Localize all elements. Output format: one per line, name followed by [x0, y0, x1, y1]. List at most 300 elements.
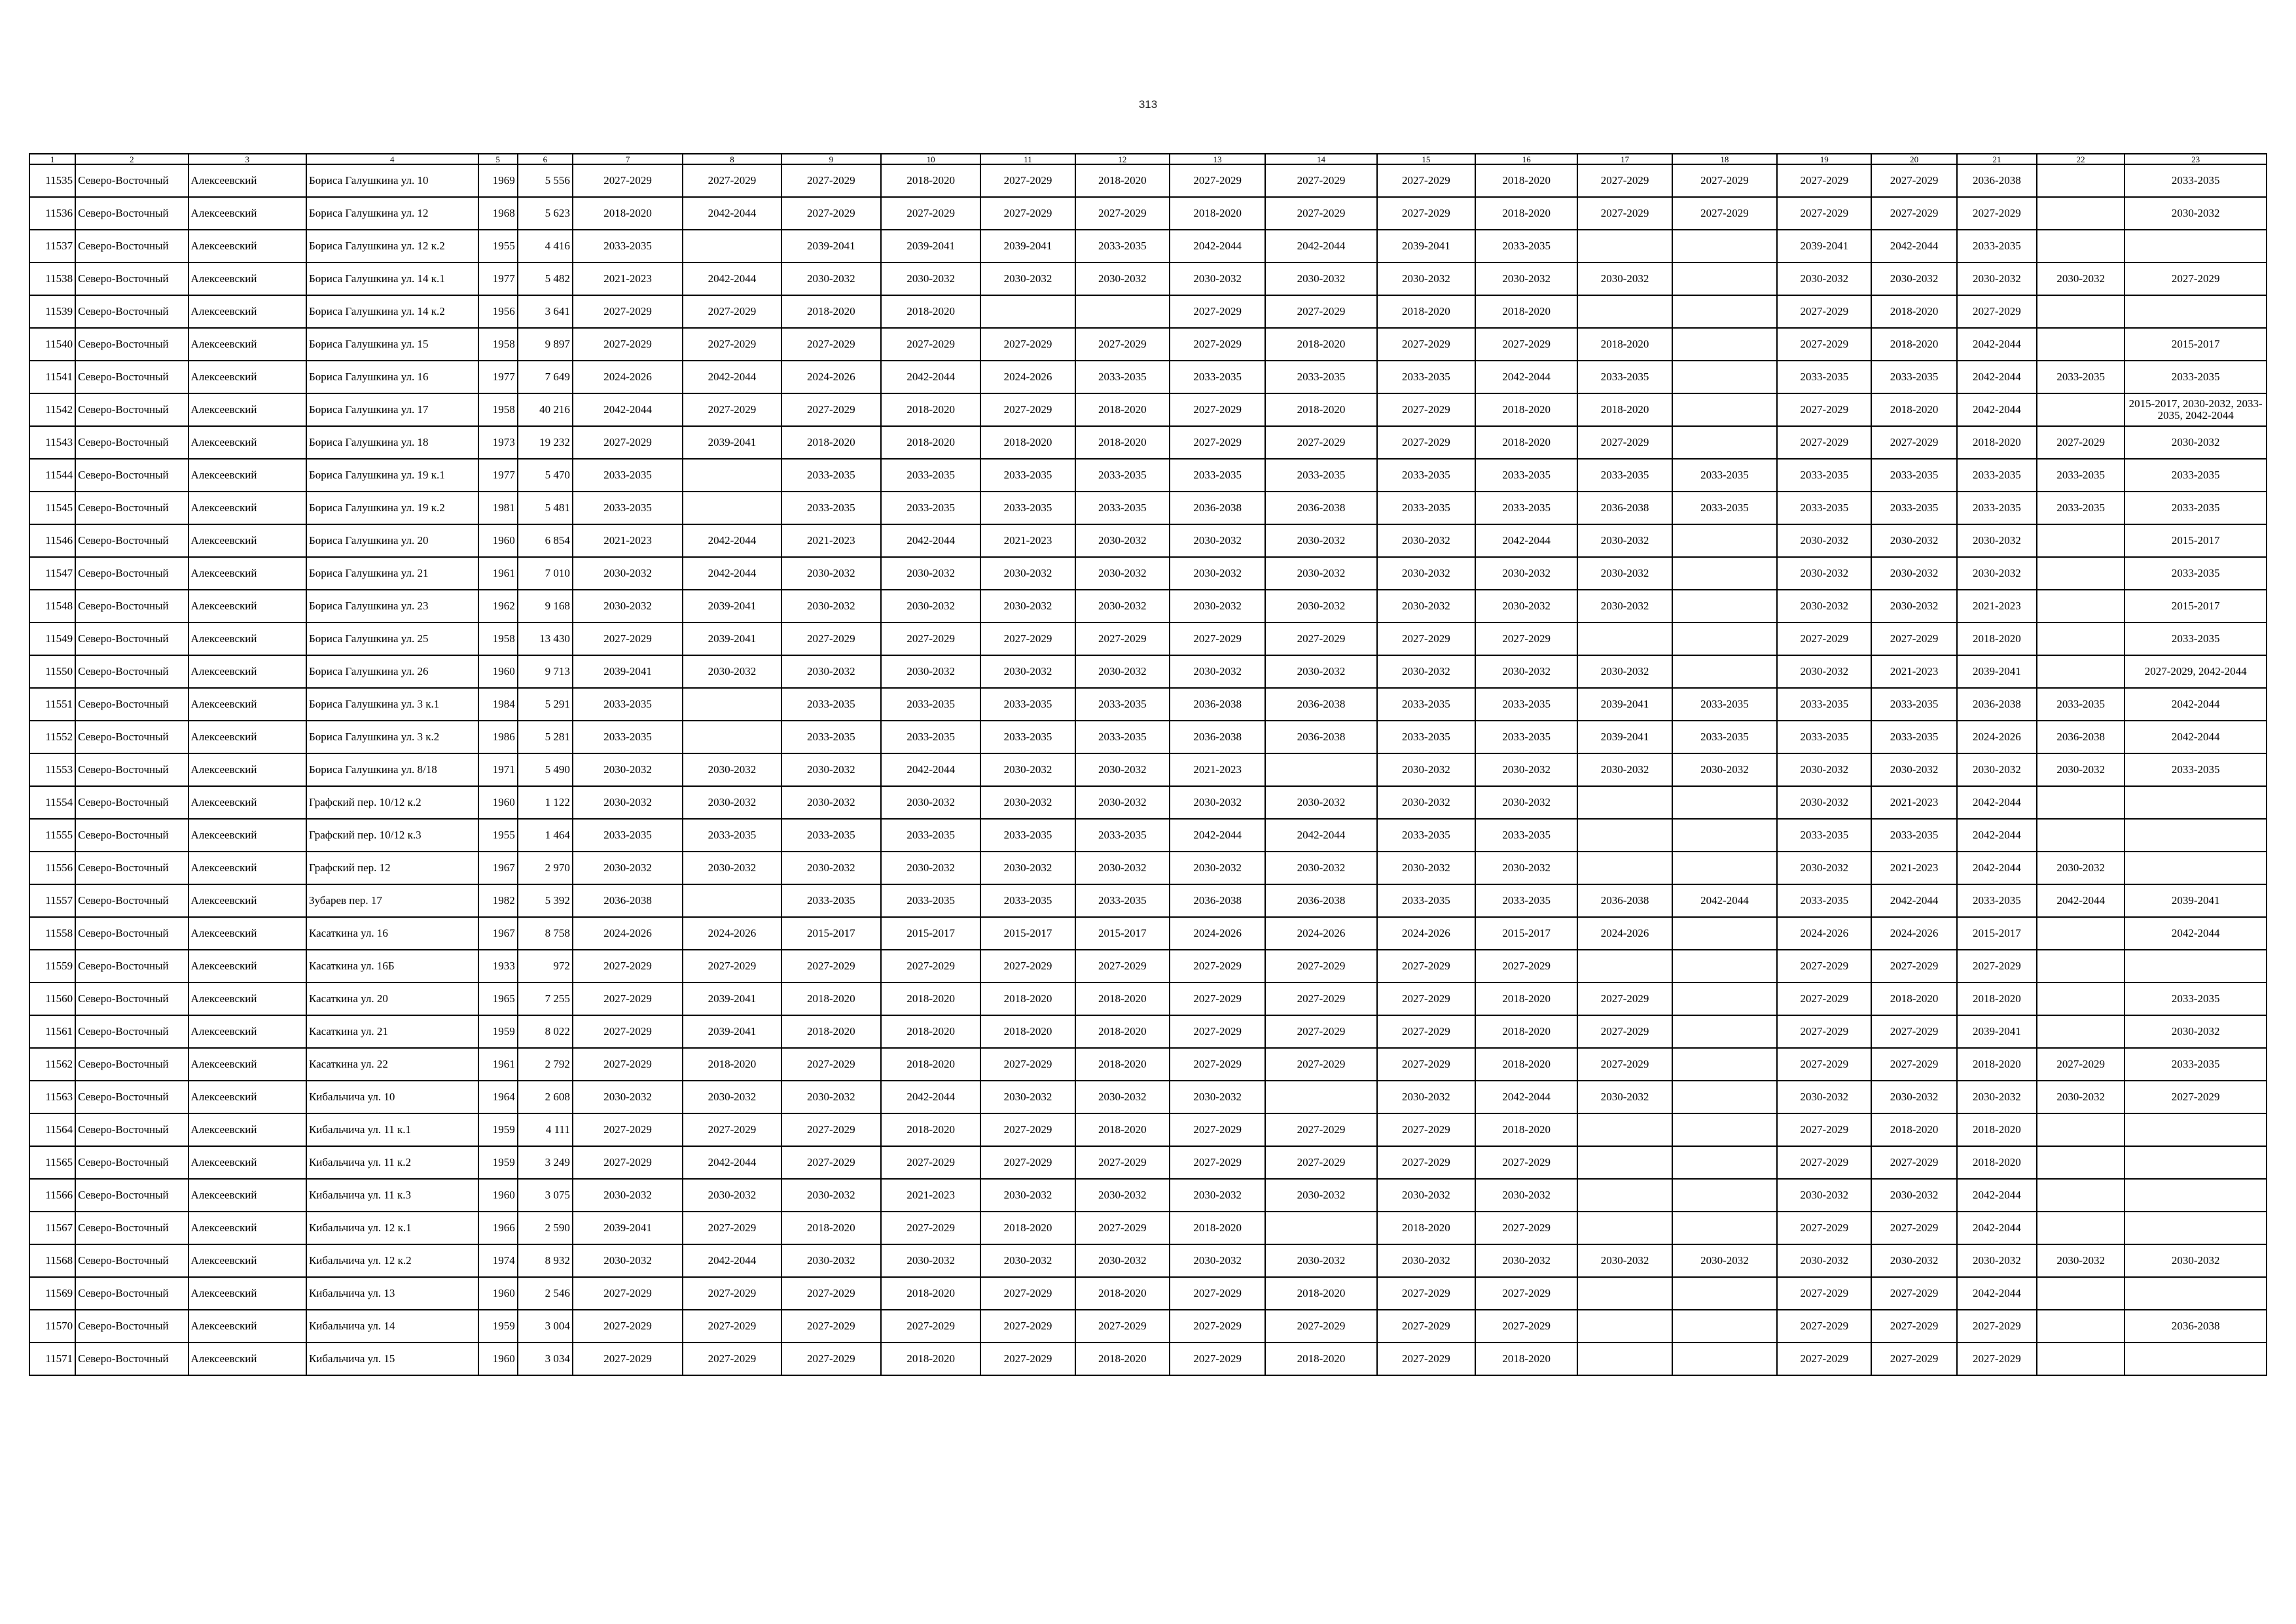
table-cell-col-2: Северо-Восточный [75, 786, 188, 819]
table-cell-col-1: 11550 [29, 655, 75, 688]
table-cell-col-22 [2037, 1113, 2125, 1146]
table-cell-col-14 [1265, 753, 1376, 786]
table-cell-col-6: 1 464 [518, 819, 573, 852]
table-cell-col-13: 2027-2029 [1170, 295, 1265, 328]
table-cell-col-4: Кибальчича ул. 15 [306, 1343, 478, 1375]
table-cell-col-16: 2027-2029 [1475, 1310, 1577, 1343]
table-cell-col-13: 2033-2035 [1170, 361, 1265, 393]
table-cell-col-3: Алексеевский [188, 1015, 306, 1048]
table-cell-col-8: 2027-2029 [683, 164, 781, 197]
table-row [29, 393, 2267, 426]
table-cell-col-7: 2027-2029 [573, 164, 683, 197]
table-cell-col-15: 2027-2029 [1377, 983, 1475, 1015]
table-cell-col-20: 2030-2032 [1871, 262, 1956, 295]
table-row [29, 492, 2267, 524]
table-cell-col-12: 2030-2032 [1075, 753, 1170, 786]
table-cell-col-4: Бориса Галушкина ул. 12 к.2 [306, 230, 478, 262]
table-cell-col-16: 2027-2029 [1475, 328, 1577, 361]
table-cell-col-3: Алексеевский [188, 786, 306, 819]
table-cell-col-5: 1958 [478, 393, 518, 426]
table-cell-col-1: 11537 [29, 230, 75, 262]
table-cell-col-11: 2030-2032 [980, 655, 1075, 688]
table-cell-col-14: 2030-2032 [1265, 655, 1376, 688]
table-cell-col-8 [683, 230, 781, 262]
table-cell-col-16: 2033-2035 [1475, 688, 1577, 721]
column-number-cell: 22 [2037, 154, 2125, 164]
table-cell-col-20: 2021-2023 [1871, 852, 1956, 884]
table-cell-col-3: Алексеевский [188, 983, 306, 1015]
column-number-cell: 19 [1777, 154, 1871, 164]
column-number-cell: 17 [1577, 154, 1672, 164]
table-cell-col-13: 2027-2029 [1170, 1015, 1265, 1048]
table-cell-col-12: 2015-2017 [1075, 917, 1170, 950]
table-cell-col-7: 2030-2032 [573, 753, 683, 786]
table-cell-col-15: 2039-2041 [1377, 230, 1475, 262]
table-cell-col-4: Бориса Галушкина ул. 8/18 [306, 753, 478, 786]
table-cell-col-13: 2042-2044 [1170, 819, 1265, 852]
table-cell-col-9: 2030-2032 [781, 1081, 881, 1113]
table-cell-col-16: 2018-2020 [1475, 426, 1577, 459]
table-cell-col-8: 2030-2032 [683, 753, 781, 786]
table-cell-col-20: 2042-2044 [1871, 230, 1956, 262]
table-cell-col-1: 11543 [29, 426, 75, 459]
table-cell-col-22 [2037, 950, 2125, 983]
table-cell-col-10: 2018-2020 [881, 1048, 980, 1081]
table-cell-col-3: Алексеевский [188, 623, 306, 655]
table-cell-col-21: 2033-2035 [1957, 230, 2037, 262]
table-cell-col-5: 1959 [478, 1146, 518, 1179]
table-cell-col-6: 5 291 [518, 688, 573, 721]
table-cell-col-5: 1960 [478, 1277, 518, 1310]
table-cell-col-9: 2027-2029 [781, 950, 881, 983]
table-cell-col-20: 2027-2029 [1871, 197, 1956, 230]
table-cell-col-1: 11558 [29, 917, 75, 950]
table-cell-col-8: 2030-2032 [683, 655, 781, 688]
table-cell-col-14: 2027-2029 [1265, 1146, 1376, 1179]
table-cell-col-23: 2033-2035 [2125, 164, 2267, 197]
table-cell-col-13: 2027-2029 [1170, 1343, 1265, 1375]
table-cell-col-18: 2030-2032 [1672, 753, 1777, 786]
table-cell-col-9: 2027-2029 [781, 164, 881, 197]
table-cell-col-6: 2 792 [518, 1048, 573, 1081]
table-cell-col-22 [2037, 590, 2125, 623]
table-row [29, 262, 2267, 295]
table-cell-col-13: 2018-2020 [1170, 197, 1265, 230]
table-cell-col-22 [2037, 1179, 2125, 1212]
table-cell-col-19: 2027-2029 [1777, 983, 1871, 1015]
table-cell-col-10: 2027-2029 [881, 1146, 980, 1179]
table-cell-col-6: 972 [518, 950, 573, 983]
table-cell-col-4: Графский пер. 12 [306, 852, 478, 884]
table-cell-col-23 [2125, 1179, 2267, 1212]
table-cell-col-18 [1672, 1048, 1777, 1081]
table-cell-col-4: Кибальчича ул. 11 к.2 [306, 1146, 478, 1179]
table-cell-col-11: 2018-2020 [980, 426, 1075, 459]
table-cell-col-12: 2030-2032 [1075, 1244, 1170, 1277]
table-cell-col-10: 2042-2044 [881, 1081, 980, 1113]
table-cell-col-10: 2027-2029 [881, 1212, 980, 1244]
table-cell-col-21: 2039-2041 [1957, 1015, 2037, 1048]
table-cell-col-11: 2027-2029 [980, 1048, 1075, 1081]
table-cell-col-5: 1933 [478, 950, 518, 983]
table-cell-col-4: Бориса Галушкина ул. 23 [306, 590, 478, 623]
table-cell-col-23 [2125, 950, 2267, 983]
table-cell-col-15: 2027-2029 [1377, 164, 1475, 197]
table-cell-col-2: Северо-Восточный [75, 1081, 188, 1113]
main-table [29, 153, 2267, 1376]
table-cell-col-20: 2027-2029 [1871, 1310, 1956, 1343]
table-cell-col-1: 11564 [29, 1113, 75, 1146]
table-cell-col-11: 2027-2029 [980, 1310, 1075, 1343]
table-cell-col-7: 2027-2029 [573, 1310, 683, 1343]
table-cell-col-9: 2030-2032 [781, 655, 881, 688]
table-cell-col-14: 2027-2029 [1265, 983, 1376, 1015]
table-row [29, 753, 2267, 786]
table-cell-col-20: 2033-2035 [1871, 459, 1956, 492]
table-cell-col-19: 2027-2029 [1777, 1048, 1871, 1081]
table-cell-col-3: Алексеевский [188, 1277, 306, 1310]
table-cell-col-3: Алексеевский [188, 1179, 306, 1212]
table-cell-col-18 [1672, 1277, 1777, 1310]
table-cell-col-18 [1672, 393, 1777, 426]
table-cell-col-3: Алексеевский [188, 721, 306, 753]
table-cell-col-6: 3 075 [518, 1179, 573, 1212]
table-cell-col-3: Алексеевский [188, 328, 306, 361]
table-cell-col-12: 2018-2020 [1075, 393, 1170, 426]
table-cell-col-10: 2018-2020 [881, 1015, 980, 1048]
table-cell-col-13: 2036-2038 [1170, 492, 1265, 524]
table-cell-col-12: 2018-2020 [1075, 1113, 1170, 1146]
table-cell-col-19: 2039-2041 [1777, 230, 1871, 262]
table-cell-col-17: 2030-2032 [1577, 590, 1672, 623]
table-cell-col-18: 2027-2029 [1672, 164, 1777, 197]
column-number-cell: 2 [75, 154, 188, 164]
table-cell-col-5: 1960 [478, 655, 518, 688]
table-cell-col-9: 2018-2020 [781, 1015, 881, 1048]
table-cell-col-21: 2039-2041 [1957, 655, 2037, 688]
table-cell-col-6: 5 623 [518, 197, 573, 230]
table-cell-col-21: 2024-2026 [1957, 721, 2037, 753]
table-row [29, 524, 2267, 557]
table-cell-col-11: 2033-2035 [980, 884, 1075, 917]
table-row [29, 950, 2267, 983]
table-cell-col-16: 2027-2029 [1475, 1146, 1577, 1179]
table-row [29, 557, 2267, 590]
column-number-cell: 8 [683, 154, 781, 164]
table-cell-col-15: 2030-2032 [1377, 262, 1475, 295]
table-cell-col-1: 11542 [29, 393, 75, 426]
table-cell-col-20: 2030-2032 [1871, 753, 1956, 786]
table-cell-col-14: 2042-2044 [1265, 819, 1376, 852]
table-cell-col-8: 2024-2026 [683, 917, 781, 950]
table-cell-col-12: 2030-2032 [1075, 262, 1170, 295]
table-cell-col-6: 40 216 [518, 393, 573, 426]
table-cell-col-2: Северо-Восточный [75, 1277, 188, 1310]
table-cell-col-6: 19 232 [518, 426, 573, 459]
table-cell-col-15: 2027-2029 [1377, 1015, 1475, 1048]
table-cell-col-4: Бориса Галушкина ул. 19 к.1 [306, 459, 478, 492]
table-cell-col-15: 2018-2020 [1377, 295, 1475, 328]
table-cell-col-19: 2030-2032 [1777, 1179, 1871, 1212]
table-cell-col-13: 2042-2044 [1170, 230, 1265, 262]
table-cell-col-1: 11545 [29, 492, 75, 524]
table-cell-col-17 [1577, 1277, 1672, 1310]
table-cell-col-3: Алексеевский [188, 1343, 306, 1375]
table-cell-col-19: 2027-2029 [1777, 1343, 1871, 1375]
table-cell-col-1: 11569 [29, 1277, 75, 1310]
table-cell-col-23: 2015-2017 [2125, 524, 2267, 557]
table-cell-col-23: 2030-2032 [2125, 1015, 2267, 1048]
table-cell-col-8: 2039-2041 [683, 590, 781, 623]
table-cell-col-10: 2018-2020 [881, 1113, 980, 1146]
table-cell-col-15: 2030-2032 [1377, 786, 1475, 819]
table-cell-col-9: 2030-2032 [781, 852, 881, 884]
table-cell-col-20: 2033-2035 [1871, 492, 1956, 524]
table-cell-col-22 [2037, 1015, 2125, 1048]
table-cell-col-23: 2030-2032 [2125, 1244, 2267, 1277]
table-cell-col-22 [2037, 1146, 2125, 1179]
table-cell-col-5: 1977 [478, 262, 518, 295]
table-cell-col-3: Алексеевский [188, 950, 306, 983]
table-row [29, 1343, 2267, 1375]
table-cell-col-21: 2030-2032 [1957, 557, 2037, 590]
column-number-cell: 1 [29, 154, 75, 164]
table-cell-col-10: 2030-2032 [881, 557, 980, 590]
table-cell-col-2: Северо-Восточный [75, 590, 188, 623]
table-cell-col-2: Северо-Восточный [75, 1212, 188, 1244]
table-cell-col-8: 2042-2044 [683, 361, 781, 393]
table-cell-col-6: 2 970 [518, 852, 573, 884]
table-cell-col-23: 2033-2035 [2125, 623, 2267, 655]
table-cell-col-23: 2027-2029 [2125, 1081, 2267, 1113]
table-cell-col-3: Алексеевский [188, 590, 306, 623]
table-cell-col-4: Кибальчича ул. 14 [306, 1310, 478, 1343]
table-cell-col-4: Графский пер. 10/12 к.3 [306, 819, 478, 852]
table-cell-col-17 [1577, 1146, 1672, 1179]
table-cell-col-14: 2036-2038 [1265, 884, 1376, 917]
table-cell-col-15: 2030-2032 [1377, 655, 1475, 688]
table-cell-col-19: 2027-2029 [1777, 1212, 1871, 1244]
table-cell-col-22 [2037, 655, 2125, 688]
table-cell-col-12: 2033-2035 [1075, 721, 1170, 753]
table-cell-col-6: 13 430 [518, 623, 573, 655]
table-cell-col-10: 2018-2020 [881, 1343, 980, 1375]
table-cell-col-13: 2030-2032 [1170, 1179, 1265, 1212]
table-cell-col-22 [2037, 983, 2125, 1015]
table-cell-col-15: 2030-2032 [1377, 1244, 1475, 1277]
table-cell-col-18: 2027-2029 [1672, 197, 1777, 230]
table-cell-col-19: 2027-2029 [1777, 1310, 1871, 1343]
table-cell-col-12: 2018-2020 [1075, 426, 1170, 459]
table-cell-col-7: 2030-2032 [573, 786, 683, 819]
table-cell-col-12: 2033-2035 [1075, 492, 1170, 524]
table-cell-col-2: Северо-Восточный [75, 557, 188, 590]
table-cell-col-1: 11553 [29, 753, 75, 786]
table-cell-col-7: 2033-2035 [573, 721, 683, 753]
table-cell-col-9: 2030-2032 [781, 1179, 881, 1212]
table-cell-col-14: 2027-2029 [1265, 1310, 1376, 1343]
table-cell-col-22: 2030-2032 [2037, 1081, 2125, 1113]
table-cell-col-2: Северо-Восточный [75, 852, 188, 884]
table-cell-col-17 [1577, 1113, 1672, 1146]
table-cell-col-1: 11538 [29, 262, 75, 295]
table-cell-col-6: 7 010 [518, 557, 573, 590]
table-cell-col-7: 2036-2038 [573, 884, 683, 917]
table-cell-col-5: 1969 [478, 164, 518, 197]
table-cell-col-21: 2030-2032 [1957, 753, 2037, 786]
table-cell-col-10: 2030-2032 [881, 786, 980, 819]
table-cell-col-2: Северо-Восточный [75, 524, 188, 557]
table-cell-col-4: Касаткина ул. 20 [306, 983, 478, 1015]
table-cell-col-23 [2125, 1343, 2267, 1375]
table-cell-col-8: 2027-2029 [683, 1212, 781, 1244]
column-number-cell: 6 [518, 154, 573, 164]
table-cell-col-14: 2036-2038 [1265, 721, 1376, 753]
table-cell-col-6: 7 649 [518, 361, 573, 393]
table-cell-col-11: 2033-2035 [980, 819, 1075, 852]
table-row [29, 1277, 2267, 1310]
table-cell-col-16: 2027-2029 [1475, 1212, 1577, 1244]
table-cell-col-2: Северо-Восточный [75, 623, 188, 655]
table-cell-col-15: 2033-2035 [1377, 361, 1475, 393]
table-cell-col-10: 2033-2035 [881, 884, 980, 917]
table-cell-col-17: 2033-2035 [1577, 361, 1672, 393]
table-cell-col-15: 2027-2029 [1377, 1310, 1475, 1343]
table-cell-col-19: 2027-2029 [1777, 1113, 1871, 1146]
table-cell-col-14: 2024-2026 [1265, 917, 1376, 950]
table-cell-col-15: 2033-2035 [1377, 884, 1475, 917]
table-cell-col-3: Алексеевский [188, 688, 306, 721]
table-cell-col-2: Северо-Восточный [75, 262, 188, 295]
table-cell-col-21: 2018-2020 [1957, 1146, 2037, 1179]
table-cell-col-12: 2030-2032 [1075, 524, 1170, 557]
table-cell-col-8: 2027-2029 [683, 328, 781, 361]
table-cell-col-6: 5 482 [518, 262, 573, 295]
table-cell-col-15: 2030-2032 [1377, 590, 1475, 623]
table-cell-col-14: 2018-2020 [1265, 1277, 1376, 1310]
table-cell-col-21: 2036-2038 [1957, 688, 2037, 721]
table-cell-col-8: 2039-2041 [683, 983, 781, 1015]
table-cell-col-5: 1955 [478, 230, 518, 262]
table-cell-col-16: 2018-2020 [1475, 1048, 1577, 1081]
table-cell-col-16: 2018-2020 [1475, 295, 1577, 328]
table-cell-col-16: 2030-2032 [1475, 852, 1577, 884]
table-cell-col-14: 2027-2029 [1265, 623, 1376, 655]
table-cell-col-9: 2027-2029 [781, 197, 881, 230]
table-cell-col-7: 2027-2029 [573, 426, 683, 459]
table-cell-col-18 [1672, 917, 1777, 950]
table-cell-col-3: Алексеевский [188, 753, 306, 786]
table-cell-col-11: 2030-2032 [980, 262, 1075, 295]
table-cell-col-21: 2042-2044 [1957, 393, 2037, 426]
table-row [29, 459, 2267, 492]
table-cell-col-7: 2033-2035 [573, 459, 683, 492]
table-cell-col-5: 1962 [478, 590, 518, 623]
table-cell-col-5: 1967 [478, 852, 518, 884]
column-number-cell: 7 [573, 154, 683, 164]
table-cell-col-9: 2018-2020 [781, 983, 881, 1015]
table-cell-col-18 [1672, 524, 1777, 557]
table-cell-col-22 [2037, 524, 2125, 557]
table-cell-col-23 [2125, 230, 2267, 262]
table-cell-col-18 [1672, 655, 1777, 688]
table-cell-col-4: Бориса Галушкина ул. 25 [306, 623, 478, 655]
table-cell-col-10: 2015-2017 [881, 917, 980, 950]
table-cell-col-15: 2024-2026 [1377, 917, 1475, 950]
table-cell-col-3: Алексеевский [188, 426, 306, 459]
table-cell-col-19: 2027-2029 [1777, 393, 1871, 426]
table-cell-col-14: 2033-2035 [1265, 459, 1376, 492]
table-cell-col-20: 2027-2029 [1871, 1015, 1956, 1048]
table-cell-col-12: 2033-2035 [1075, 459, 1170, 492]
table-cell-col-20: 2030-2032 [1871, 1081, 1956, 1113]
table-cell-col-14: 2018-2020 [1265, 328, 1376, 361]
table-cell-col-9: 2024-2026 [781, 361, 881, 393]
table-cell-col-4: Бориса Галушкина ул. 3 к.1 [306, 688, 478, 721]
column-number-cell: 20 [1871, 154, 1956, 164]
table-cell-col-17: 2030-2032 [1577, 1244, 1672, 1277]
table-cell-col-3: Алексеевский [188, 1212, 306, 1244]
table-cell-col-13: 2030-2032 [1170, 1244, 1265, 1277]
table-cell-col-16: 2018-2020 [1475, 393, 1577, 426]
table-cell-col-16: 2018-2020 [1475, 197, 1577, 230]
table-cell-col-23 [2125, 819, 2267, 852]
table-cell-col-9: 2030-2032 [781, 753, 881, 786]
column-number-cell: 5 [478, 154, 518, 164]
table-cell-col-22: 2027-2029 [2037, 1048, 2125, 1081]
table-cell-col-2: Северо-Восточный [75, 459, 188, 492]
table-cell-col-20: 2030-2032 [1871, 524, 1956, 557]
column-number-row [29, 154, 2267, 164]
table-cell-col-8: 2027-2029 [683, 1343, 781, 1375]
table-cell-col-21: 2027-2029 [1957, 1343, 2037, 1375]
table-cell-col-8: 2027-2029 [683, 1310, 781, 1343]
table-cell-col-17: 2027-2029 [1577, 197, 1672, 230]
table-cell-col-23: 2033-2035 [2125, 983, 2267, 1015]
table-cell-col-21: 2042-2044 [1957, 852, 2037, 884]
table-cell-col-14: 2027-2029 [1265, 295, 1376, 328]
table-cell-col-13: 2027-2029 [1170, 164, 1265, 197]
table-cell-col-9: 2018-2020 [781, 1212, 881, 1244]
table-cell-col-3: Алексеевский [188, 295, 306, 328]
table-cell-col-6: 7 255 [518, 983, 573, 1015]
table-cell-col-2: Северо-Восточный [75, 393, 188, 426]
table-cell-col-21: 2018-2020 [1957, 1048, 2037, 1081]
table-cell-col-21: 2027-2029 [1957, 950, 2037, 983]
table-cell-col-22: 2030-2032 [2037, 262, 2125, 295]
table-cell-col-20: 2027-2029 [1871, 1212, 1956, 1244]
table-cell-col-20: 2018-2020 [1871, 295, 1956, 328]
table-cell-col-6: 8 022 [518, 1015, 573, 1048]
table-cell-col-7: 2033-2035 [573, 230, 683, 262]
table-cell-col-21: 2027-2029 [1957, 295, 2037, 328]
table-cell-col-20: 2027-2029 [1871, 623, 1956, 655]
table-cell-col-4: Кибальчича ул. 12 к.2 [306, 1244, 478, 1277]
table-cell-col-8: 2033-2035 [683, 819, 781, 852]
table-cell-col-17: 2018-2020 [1577, 328, 1672, 361]
column-number-cell: 16 [1475, 154, 1577, 164]
table-cell-col-20: 2030-2032 [1871, 557, 1956, 590]
table-cell-col-23: 2033-2035 [2125, 459, 2267, 492]
table-row [29, 1310, 2267, 1343]
table-cell-col-16: 2042-2044 [1475, 361, 1577, 393]
table-cell-col-6: 1 122 [518, 786, 573, 819]
table-cell-col-5: 1956 [478, 295, 518, 328]
table-cell-col-15: 2027-2029 [1377, 426, 1475, 459]
table-row [29, 1081, 2267, 1113]
table-cell-col-8: 2039-2041 [683, 1015, 781, 1048]
table-cell-col-17 [1577, 295, 1672, 328]
